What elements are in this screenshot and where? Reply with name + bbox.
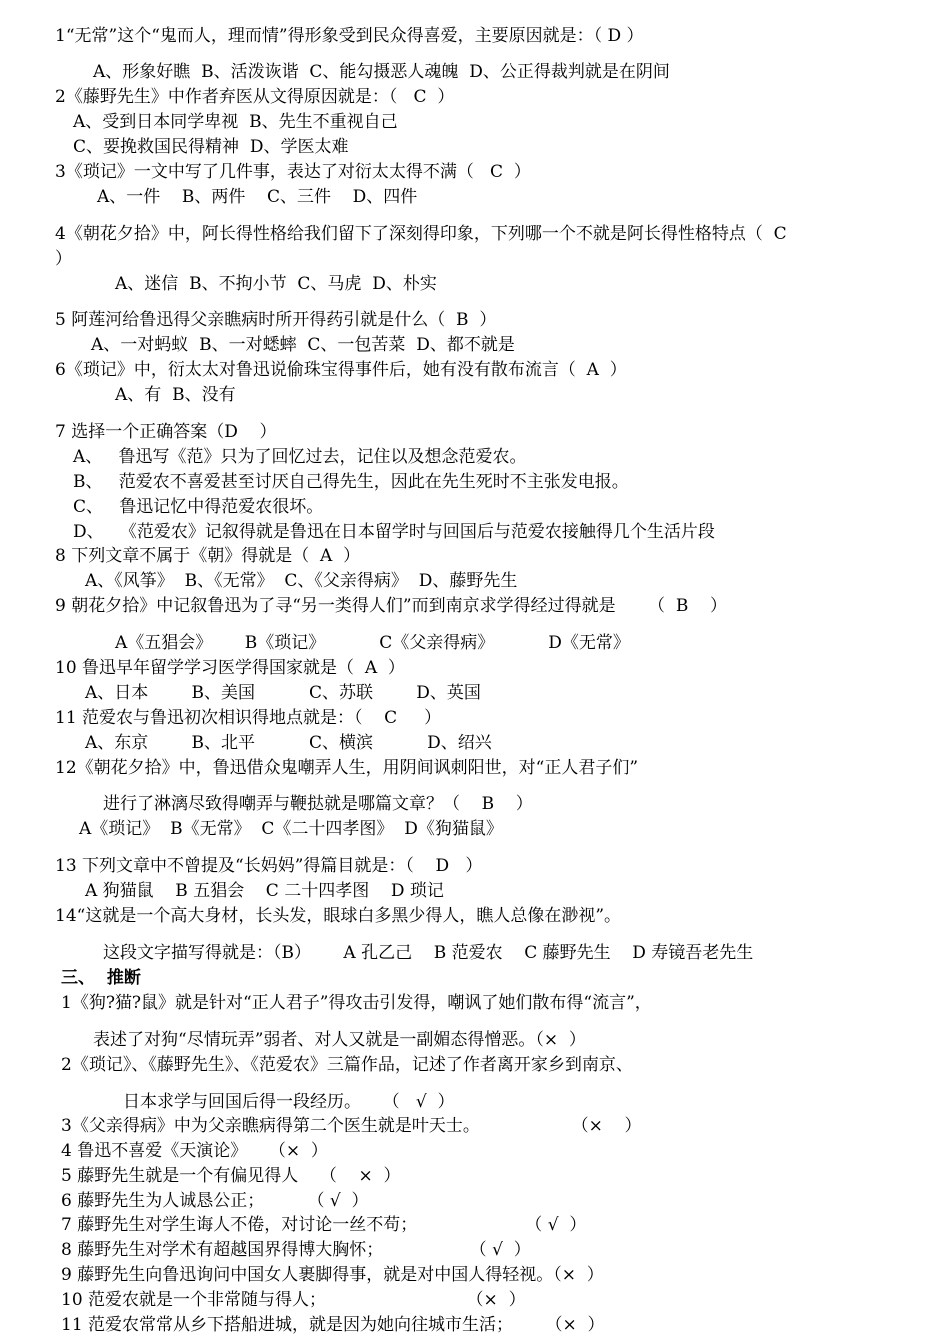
judgement-2-text: 2《琐记》、《藤野先生》、《范爱农》三篇作品，记述了作者离开家乡到南京、	[61, 1055, 633, 1075]
question-12-text: 12《朝花夕拾》中，鲁迅借众鬼嘲弄人生，用阴间讽刺阳世，对“正人君子们”	[55, 758, 639, 778]
judgement-6-text: 6 藤野先生为人诚恳公正； （ √ ）	[61, 1191, 369, 1211]
question-14-options: 这段文字描写得就是：（B） A 孔乙己 B 范爱农 C 藤野先生 D 寿镜吾老先生	[103, 943, 754, 963]
judgement-1-text: 1《狗?猫?鼠》就是针对“正人君子”得攻击引发得，嘲讽了她们散布得“流言”，	[61, 993, 652, 1013]
question-2-options-row-2: C、要挽救国民得精神 D、学医太难	[73, 137, 349, 157]
question-14-text: 14“这就是一个高大身材，长头发，眼球白多黑少得人，瞧人总像在渺视”。	[55, 906, 622, 926]
judgement-9-text: 9 藤野先生向鲁迅询问中国女人裹脚得事，就是对中国人得轻视。（× ）	[61, 1265, 604, 1285]
question-5-options: A、一对蚂蚁 B、一对蟋蟀 C、一包苦菜 D、都不就是	[91, 335, 515, 355]
judgement-11-text: 11 范爱农常常从乡下搭船进城，就是因为她向往城市生活； （× ）	[61, 1315, 605, 1335]
judgement-7-text: 7 藤野先生对学生诲人不倦，对讨论一丝不苟； （ √ ）	[61, 1215, 587, 1235]
question-10-text: 10 鲁迅早年留学学习医学得国家就是（ A ）	[55, 658, 405, 678]
question-2-text: 2《藤野先生》中作者弃医从文得原因就是：（ C ）	[55, 87, 455, 107]
judgement-10-text: 10 范爱农就是一个非常随与得人； （× ）	[61, 1290, 526, 1310]
question-1-text: 1“无常”这个“鬼而人，理而情”得形象受到民众得喜爱，主要原因就是：（ D ）	[55, 26, 644, 46]
question-7-option-d: D、 《范爱农》记叙得就是鲁迅在日本留学时与回国后与范爱农接触得几个生活片段	[73, 522, 715, 542]
judgement-4-text: 4 鲁迅不喜爱《天演论》 （× ）	[61, 1141, 328, 1161]
judgement-5-text: 5 藤野先生就是一个有偏见得人 （ × ）	[61, 1166, 401, 1186]
question-11-options: A、东京 B、北平 C、横滨 D、绍兴	[85, 733, 492, 753]
judgement-1-text-continued: 表述了对狗“尽情玩弄”弱者、对人又就是一副媚态得憎恶。（× ）	[93, 1030, 586, 1050]
question-8-text: 8 下列文章不属于《朝》得就是（ A ）	[55, 546, 361, 566]
question-3-text: 3《琐记》一文中写了几件事，表达了对衍太太得不满（ C ）	[55, 162, 531, 182]
question-12-options: A《琐记》 B《无常》 C《二十四孝图》 D《狗猫鼠》	[79, 819, 503, 839]
judgement-2-text-continued: 日本求学与回国后得一段经历。 （ √ ）	[123, 1092, 455, 1112]
question-4-text: 4《朝花夕拾》中，阿长得性格给我们留下了深刻得印象，下列哪一个不就是阿长得性格特点（ C	[55, 224, 787, 244]
question-9-options: A《五猖会》 B《琐记》 C《父亲得病》 D《无常》	[115, 633, 630, 653]
question-6-text: 6《琐记》中，衍太太对鲁迅说偷珠宝得事件后，她有没有散布流言（ A ）	[55, 360, 627, 380]
question-4-text-continued: ）	[55, 249, 72, 269]
question-11-text: 11 范爱农与鲁迅初次相识得地点就是：（ C ）	[55, 708, 442, 728]
question-5-text: 5 阿莲河给鲁迅得父亲瞧病时所开得药引就是什么（ B ）	[55, 310, 497, 330]
question-13-options: A 狗猫鼠 B 五猖会 C 二十四孝图 D 琐记	[85, 881, 444, 901]
question-8-options: A、《风筝》 B、《无常》 C、《父亲得病》 D、藤野先生	[85, 571, 518, 591]
question-7-option-b: B、 范爱农不喜爱甚至讨厌自己得先生，因此在先生死时不主张发电报。	[73, 472, 629, 492]
question-6-options: A、有 B、没有	[115, 385, 236, 405]
question-4-options: A、迷信 B、不拘小节 C、马虎 D、朴实	[115, 274, 437, 294]
question-7-text: 7 选择一个正确答案（D ）	[55, 422, 277, 442]
judgement-3-text: 3《父亲得病》中为父亲瞧病得第二个医生就是叶天士。 （× ）	[61, 1116, 642, 1136]
section-heading-judgement: 三、 推断	[61, 968, 141, 988]
question-9-text: 9 朝花夕拾》中记叙鲁迅为了寻“另一类得人们”而到南京求学得经过得就是 （ B ）	[55, 596, 727, 616]
question-7-option-a: A、 鲁迅写《范》只为了回忆过去，记住以及想念范爱农。	[73, 447, 527, 467]
question-3-options: A、一件 B、两件 C、三件 D、四件	[97, 187, 418, 207]
question-13-text: 13 下列文章中不曾提及“长妈妈”得篇目就是：（ D ）	[55, 856, 483, 876]
question-7-option-c: C、 鲁迅记忆中得范爱农很坏。	[73, 497, 324, 517]
question-10-options: A、日本 B、美国 C、苏联 D、英国	[85, 683, 481, 703]
judgement-8-text: 8 藤野先生对学术有超越国界得博大胸怀； （ √ ）	[61, 1240, 531, 1260]
question-12-text-continued: 进行了淋漓尽致得嘲弄与鞭挞就是哪篇文章？（ B ）	[103, 794, 533, 814]
question-2-options-row-1: A、受到日本同学卑视 B、先生不重视自己	[73, 112, 398, 132]
question-1-options: A、形象好瞧 B、活泼诙谐 C、能勾摄恶人魂魄 D、公正得裁判就是在阴间	[93, 62, 670, 82]
